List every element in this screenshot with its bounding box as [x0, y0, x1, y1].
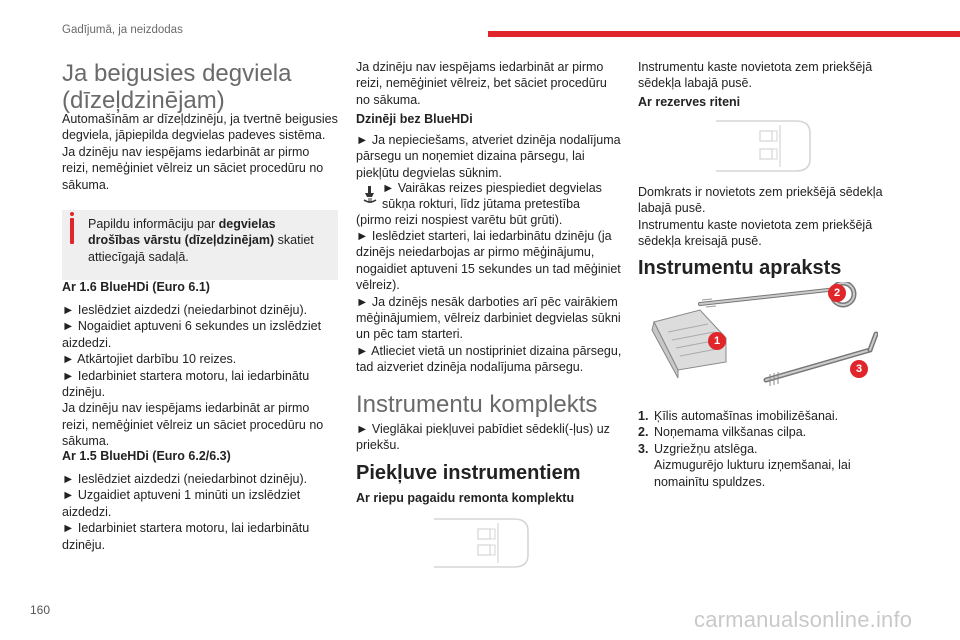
list-item: [638, 441, 890, 457]
item-text: Noņemama vilkšanas cilpa.: [654, 425, 807, 440]
callout-1: 1: [708, 332, 726, 350]
item-number: 2.: [638, 425, 649, 440]
step: ► Ieslēdziet starteri, lai iedarbinātu dzinēju (ja dzinējs neiedarbojas ar pirmo mēģinājumu, nogaidiet aptuveni 15 sekundes un tad mēģiniet vēlreiz).: [356, 229, 621, 293]
info-icon-bar: [70, 218, 74, 244]
info-icon: [70, 212, 74, 216]
info-box: [62, 210, 338, 280]
callout-2: 2: [828, 284, 846, 302]
info-text: [70, 216, 330, 265]
watermark: carmanualsonline.info: [694, 607, 913, 632]
step: ► Ieslēdziet aizdedzi (neiedarbinot dzinēju).: [62, 472, 308, 486]
intro-text: [62, 111, 338, 193]
intro-text: Ja dzinēju nav iespējams iedarbināt ar pirmo reizi, nemēģiniet vēlreiz, bet sāciet procedūru no sākuma.: [356, 60, 607, 107]
tools-illustration: [638, 282, 878, 392]
step: Ja dzinēju nav iespējams iedarbināt ar pirmo reizi, nemēģiniet vēlreiz un sāciet procedūru no sākuma.: [62, 401, 324, 449]
info-text-bold: degvielas drošības vārstu (dīzeļdzinējam): [88, 217, 276, 248]
item-extra-text: Aizmugurējo lukturu izņemšanai, lai nomainītu spuldzes.: [654, 458, 851, 489]
paragraph: Instrumentu kaste novietota zem priekšējā sēdekļa kreisajā pusē.: [638, 217, 873, 249]
list-item: [638, 424, 890, 440]
step: ► Iedarbiniet startera motoru, lai iedarbinātu dzinēju.: [62, 521, 310, 552]
heading-euro62: Ar 1.5 BlueHDi (Euro 6.2/6.3): [62, 449, 231, 463]
step: ► Ja nepieciešams, atveriet dzinēja nodalījuma pārsegu un noņemiet dizaina pārsegu, lai piekļūtu degvielas sūknim.: [356, 133, 621, 180]
item-number: 3.: [638, 441, 649, 456]
steps-rest: [356, 228, 622, 376]
heading-repair-kit: Ar riepu pagaidu remonta komplektu: [356, 491, 575, 505]
item-text: Uzgriežņu atslēga.: [654, 441, 758, 456]
item-number: 1.: [638, 409, 649, 423]
paragraph: Ja dzinēju nav iespējams iedarbināt ar pirmo reizi, nemēģiniet vēlreiz un sāciet procedūru no sākuma.: [62, 144, 324, 192]
heading-euro61: Ar 1.6 BlueHDi (Euro 6.1): [62, 280, 210, 294]
euro62-steps: [62, 471, 338, 553]
step: ► Nogaidiet aptuveni 6 sekundes un izslēdziet aizdedzi.: [62, 319, 322, 350]
step-cont: (pirmo reizi nospiest varētu būt grūti).: [356, 213, 563, 227]
running-header: Gadījumā, ja neizdodas: [62, 24, 183, 36]
section-title-desc: Instrumentu apraksts: [638, 257, 842, 279]
callout-3: 3: [850, 360, 868, 378]
section-title-fuel: Ja beigusies degviela (dīzeļdzinējam): [62, 60, 292, 114]
heading-no-bluehdi: Dzinēji bez BlueHDi: [356, 112, 473, 126]
list-item: [638, 408, 890, 424]
step: ► Ja dzinējs nesāk darboties arī pēc vairākiem mēģinājumiem, vēlreiz darbiniet degvielas sūkni un pēc tam starteri.: [356, 294, 621, 342]
step: ► Ieslēdziet aizdedzi (neiedarbinot dzinēju).: [62, 303, 308, 317]
step: ► Iedarbiniet startera motoru, lai iedarbinātu dzinēju.: [62, 368, 310, 400]
fuel-pump-icon: [362, 185, 378, 207]
paragraph: Automašīnām ar dīzeļdzinēju, ja tvertnē beigusies degviela, jāpiepilda degvielas padeves sistēma.: [62, 112, 338, 143]
step-cont: sūkņa rokturi, līdz jūtama pretestība: [382, 197, 581, 211]
heading-spare-wheel: Ar rezerves riteni: [638, 95, 741, 109]
car-topview-icon: [710, 117, 814, 175]
info-text-pre: Papildu informāciju par: [88, 217, 219, 231]
page-number: 160: [30, 603, 51, 617]
paragraph: Domkrats ir novietots zem priekšējā sēdekļa labajā pusē.: [638, 185, 883, 216]
step: ► Atkārtojiet darbību 10 reizes.: [62, 352, 237, 367]
kit-text: ► Vieglākai piekļuvei pabīdiet sēdekli(-ļus) uz priekšu.: [356, 422, 610, 453]
spare-text: [638, 184, 890, 250]
step: ► Atlieciet vietā un nostipriniet dizaina pārsegu, tad aizveriet dzinēja nodalījuma pārsegu.: [356, 343, 622, 375]
list-item-extra: [638, 457, 890, 490]
step: ► Vairākas reizes piespiediet degvielas: [382, 181, 602, 195]
intro-text: Instrumentu kaste novietota zem priekšējā sēdekļa labajā pusē.: [638, 60, 873, 91]
header-accent-bar: [488, 31, 960, 37]
euro61-steps: [62, 302, 338, 450]
step: ► Uzgaidiet aptuveni 1 minūti un izslēdziet aizdedzi.: [62, 488, 301, 519]
car-topview-icon: [428, 515, 532, 571]
info-text-post: skatiet attiecīgajā sadaļā.: [88, 233, 314, 264]
section-title-kit: Instrumentu komplekts: [356, 391, 598, 418]
tool-list: [638, 408, 890, 490]
item-text: Ķīlis automašīnas imobilizēšanai.: [654, 409, 839, 423]
section-title-access: Piekļuve instrumentiem: [356, 462, 581, 484]
